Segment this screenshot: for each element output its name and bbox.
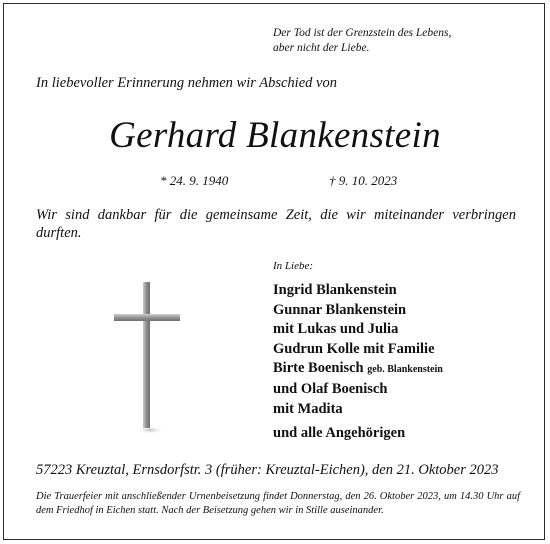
family-member: mit Madita (273, 400, 343, 417)
funeral-notice: Die Trauerfeier mit anschließender Urnenbeisetzung findet Donnerstag, den 26. Oktober 2023, um 14.30 Uhr auf dem Friedhof in Eichen statt. Nach der Beisetzung gehen wir in Stille auseinander. (36, 491, 520, 516)
family-member: und Olaf Boenisch (273, 380, 388, 397)
family-member (273, 359, 443, 380)
thanks-text (36, 206, 516, 242)
birth-date: * 24. 9. 1940 (160, 173, 229, 188)
epigraph-quote (273, 26, 451, 56)
in-love-label: In Liebe: (273, 260, 314, 272)
family-member: mit Lukas und Julia (273, 321, 399, 338)
cross-icon (112, 280, 182, 445)
deceased-name: Gerhard Blankenstein (109, 115, 441, 156)
quote-line: Der Tod ist der Grenzstein des Lebens, (273, 27, 452, 39)
family-member: Gunnar Blankenstein (273, 301, 407, 318)
intro-text: In liebevoller Erinnerung nehmen wir Abschied von (36, 75, 337, 91)
family-member: Ingrid Blankenstein (273, 282, 397, 298)
family-member-name: Birte Boenisch (273, 360, 364, 377)
death-date: † 9. 10. 2023 (329, 173, 398, 188)
family-member: und alle Angehörigen (273, 425, 406, 442)
cross-graphic (112, 280, 182, 440)
quote-line: aber nicht der Liebe. (273, 42, 370, 54)
thanks-line: Wir sind dankbar für die gemeinsame Zeit, die wir miteinander verbringen (36, 207, 516, 223)
maiden-name: geb. Blankenstein (367, 364, 443, 376)
thanks-line: durften. (36, 225, 82, 241)
place-and-date: 57223 Kreuztal, Ernsdorfstr. 3 (früher: Kreuztal-Eichen), den 21. Oktober 2023 (36, 462, 499, 478)
family-list (273, 281, 443, 444)
family-member: Gudrun Kolle mit Familie (273, 340, 435, 357)
